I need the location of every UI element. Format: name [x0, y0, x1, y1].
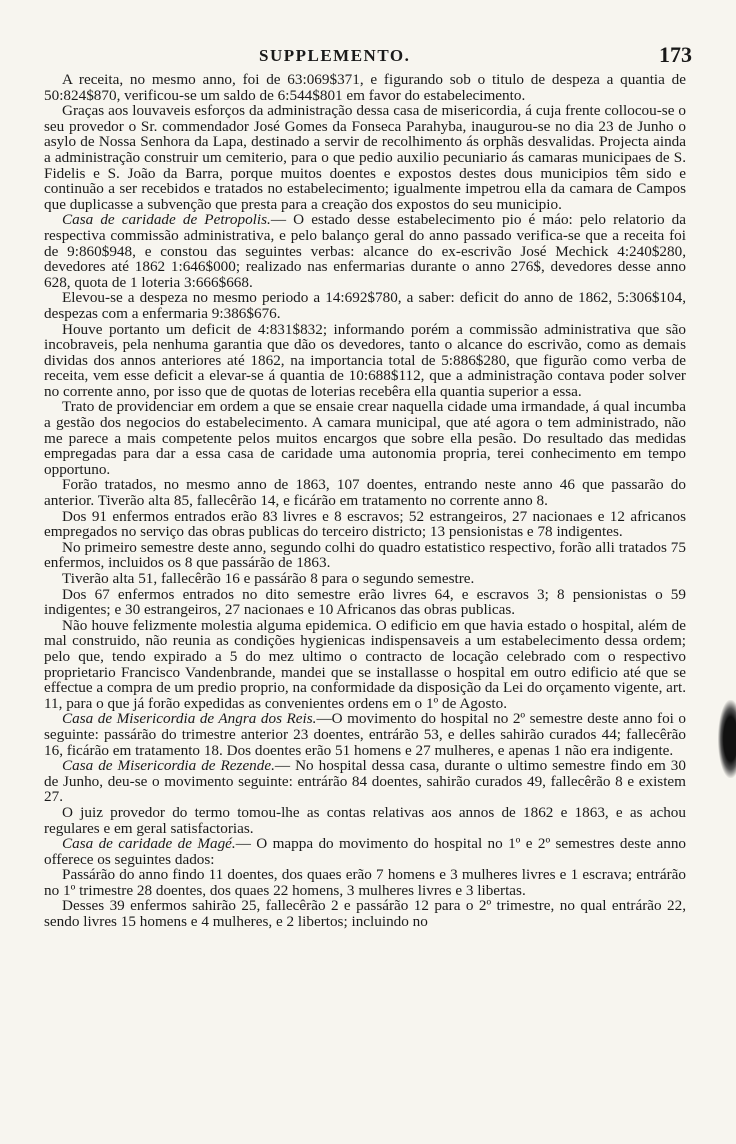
- paragraph-lead: Casa de caridade de Petropolis.: [62, 211, 271, 229]
- body-text: [44, 72, 686, 930]
- running-head: SUPPLEMENTO.: [259, 46, 411, 65]
- paragraph: [44, 867, 686, 898]
- page-number: 173: [659, 42, 692, 67]
- paragraph-text: O juiz provedor do termo tomou-lhe as contas relativas aos annos de 1862 e 1863, e as achou regulares e em geral satisfactorias.: [44, 803, 686, 837]
- paragraph-text: — O mappa do movimento do hospital no 1º e 2º semestres deste anno offerece os seguintes dados:: [44, 835, 687, 868]
- paragraph-text: Houve portanto um deficit de 4:831$832; informando porém a commissão administrativa que são incobraveis, pela nenhuma garantia que dão os devedores, tanto o alcance do escrivão, como as demais dividas dos annos anteriores até 1862, na importancia total de 5:886$280, que figurão como verba de receita, vem esse deficit a elevar-se á quantia de 10:688$112, que a administração contava poder solver no corrente anno, por isso que de quotas de loterias recebêra ella quantia superior a essa.: [44, 320, 686, 400]
- paragraph: [44, 898, 686, 929]
- paragraph: [44, 212, 686, 290]
- paragraph-text: A receita, no mesmo anno, foi de 63:069$371, e figurando sob o titulo de despeza a quantia de 50:824$870, verificou-se um saldo de 6:544$801 em favor do estabelecimento.: [44, 71, 686, 104]
- paragraph-text: Dos 67 enfermos entrados no dito semestre erão livres 64, e escravos 3; 8 pensionistas o 59 indigentes; e 30 estrangeiros, 27 nacionaes e 10 Africanos das obras publicas.: [44, 585, 686, 619]
- paragraph: [44, 618, 686, 712]
- paragraph: [44, 587, 686, 618]
- page-edge-mark: [718, 700, 736, 778]
- paragraph-text: Não houve felizmente molestia alguma epidemica. O edificio em que havia estado o hospital, além de mal construido, não reunia as condições hygienicas indispensaveis a um estabelecimento dessa ordem; pelo que, tendo expirado a 5 do mez ultimo o contracto de locação celebrado com o respectivo proprietario Francisco Vandenbrande, mandei que se installasse o hospital em outro edificio até que se effectue a compra de um predio proprio, na conformidade da disposição da Lei do orçamento vigente, art. 11, para o que já forão expedidas as convenientes ordens em o 1º de Agosto.: [44, 616, 686, 712]
- paragraph: [44, 758, 686, 805]
- paragraph: [44, 72, 686, 103]
- paragraph: [44, 399, 686, 477]
- paragraph: [44, 805, 686, 836]
- paragraph-text: Forão tratados, no mesmo anno de 1863, 107 doentes, entrando neste anno 46 que passarão do anterior. Tiverão alta 85, fallecêrão 14, e ficárão em tratamento no corrente anno 8.: [44, 476, 686, 510]
- page-header: [44, 42, 692, 72]
- paragraph-text: Elevou-se a despeza no mesmo periodo a 14:692$780, a saber: deficit do anno de 1862, 5:306$104, despezas com a enfermaria 9:386$676.: [44, 289, 686, 322]
- paragraph: [44, 711, 686, 758]
- paragraph-text: No primeiro semestre deste anno, segundo colhi do quadro estatistico respectivo, forão alli tratados 75 enfermos, incluidos os 8 que passárão de 1863.: [44, 538, 686, 572]
- paragraph-text: Passárão do anno findo 11 doentes, dos quaes erão 7 homens e 3 mulheres livres e 1 escrava; entrárão no 1º trimestre 28 doentes, dos quaes 22 homens, 3 mulheres livres e 3 libertas.: [44, 866, 686, 899]
- paragraph-text: Trato de providenciar em ordem a que se ensaie crear naquella cidade uma irmandade, á qual incumba a gestão dos negocios do estabelecimento. A camara municipal, que até agora o tem administrado, não me parece a mais competente pelos muitos encargos que sobre ella pesão. Do resultado das medidas empregadas para dar a essa casa de caridade uma autonomia propria, terei conhecimento em tempo opportuno.: [44, 398, 686, 478]
- paragraph: [44, 836, 686, 867]
- paragraph: [44, 509, 686, 540]
- paragraph-lead: Casa de Misericordia de Angra dos Reis.: [62, 710, 317, 728]
- paragraph-text: Tiverão alta 51, fallecêrão 16 e passárão 8 para o segundo semestre.: [62, 570, 475, 587]
- paragraph-lead: Casa de caridade de Magé.: [62, 835, 236, 853]
- document-page: [44, 42, 692, 931]
- paragraph-text: Desses 39 enfermos sahirão 25, fallecêrão 2 e passárão 12 para o 2º trimestre, no qual entrárão 22, sendo livres 15 homens e 4 mulheres, e 2 libertos; incluindo no: [44, 897, 686, 931]
- paragraph-text: — No hospital dessa casa, durante o ultimo semestre findo em 30 de Junho, deu-se o movimento seguinte: entrárão 84 doentes, sahirão curados 49, fallecêrão 8 e existem 27.: [44, 757, 686, 806]
- paragraph: [44, 540, 686, 571]
- paragraph: [44, 290, 686, 321]
- paragraph: [44, 103, 686, 212]
- paragraph-text: Graças aos louvaveis esforços da administração dessa casa de misericordia, á cuja frente collocou-se o seu provedor o Sr. commendador José Gomes da Fonseca Parahyba, inaugurou-se no dia 23 de Junho o asylo de Nossa Senhora da Lapa, destinado a servir de recolhimento ás orphãs desvalidas. Projecta ainda a administração construir um cemiterio, para o que pedio auxilio pecuniario ás camaras municipaes de S. Fidelis e S. João da Barra, porque muitos doentes e expostos destes dous municipios têm sido e continuão a ser recebidos e tratados no estabelecimento; igualmente impetrou ella da camara de Campos que duplicasse a subvenção que presta para a creação dos expostos do seu municipio.: [44, 102, 686, 213]
- paragraph-text: Dos 91 enfermos entrados erão 83 livres e 8 escravos; 52 estrangeiros, 27 nacionaes e 12 africanos empregados no serviço das obras publicas do terceiro districto; 13 pensionistas e 78 indigentes.: [44, 507, 686, 541]
- paragraph: [44, 322, 686, 400]
- paragraph-text: —O movimento do hospital no 2º semestre deste anno foi o seguinte: passárão do trimestre anterior 23 doentes, entrárão 53, e delles sahirão curados 44; fallecêrão 16, ficárão em tratamento 18. Dos doentes erão 51 homens e 27 mulheres, e apenas 1 não era indigente.: [44, 710, 687, 759]
- paragraph: [44, 477, 686, 508]
- paragraph-text: — O estado desse estabelecimento pio é máo: pelo relatorio da respectiva commissão administrativa, e pelo balanço geral do anno passado verifica-se que a receita foi de 9:860$948, e constou das seguintes verbas: alcance do ex-escrivão José Mechick 4:240$280, devedores até 1862 1:646$000; realizado nas enfermarias durante o anno 276$, devedores desse anno 628, quota de 1 loteria 3:666$668.: [44, 211, 686, 291]
- paragraph: [44, 571, 686, 587]
- paragraph-lead: Casa de Misericordia de Rezende.: [62, 757, 275, 775]
